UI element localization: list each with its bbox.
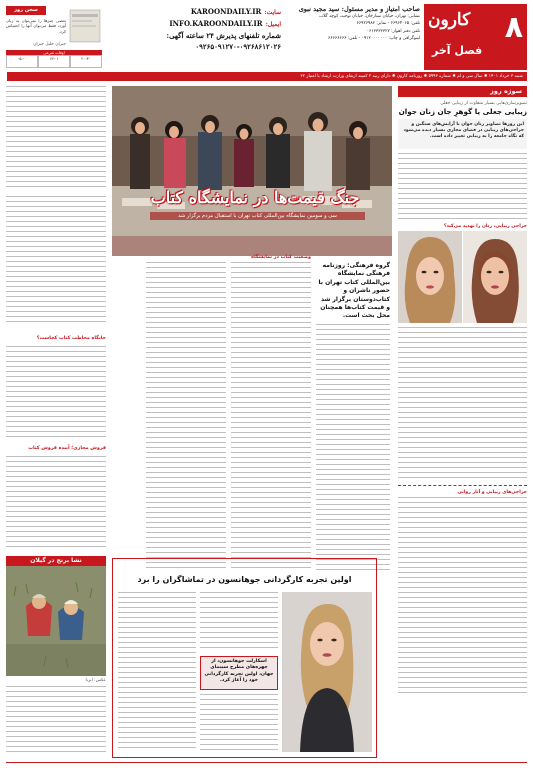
publisher-info-line: لیتوگرافی و چاپ: ۰۹۱۲۰۰۰۰۰۰۰ - تلفن: ۶۶۶۶۶۶۶۶	[327, 35, 420, 41]
main-box-head-1: وضعیت کتاب در نمایشگاه	[251, 255, 311, 260]
book-illustration-icon	[68, 6, 102, 46]
publisher-info-line: نشانی: تهران، خیابان ستارخان، خیابان توحید، کوچه گلاب	[319, 14, 420, 20]
ad-hotline-phones: ۰۹۲۶۵۰۹۱۲۷۰-۰۹۲۶۸۶۱۲۰۲۶	[195, 42, 281, 51]
right-column-section-head: سوژه روز	[398, 86, 527, 97]
main-article-column-3	[146, 262, 226, 570]
email-address[interactable]: INFO.KAROONDAILY.IR	[169, 19, 263, 28]
main-subline: سی و سومین نمایشگاه بین‌المللی کتاب تهران با استقبال مردم برگزار شد	[150, 212, 365, 220]
bottom-story-quote: اسکارلت جوهانسون، از چهره‌های مطرح سینمای جهان، اولین تجربه کارگردانی خود را آغاز کرد.	[200, 656, 278, 690]
main-headline[interactable]: جنگ قیمت‌ها در نمایشگاه کتاب	[150, 188, 360, 207]
dateline-strip: شنبه ۳ خرداد ۱۴۰۱ ✹ سال سی و ام ✹ شماره ۵۹۹۳ ✹ روزنامه کارون ✹ دارای رتبه ۲ کمیته ارتقای وزارت ارشاد با امتیاز ۳۲	[7, 72, 527, 81]
right-story-body-3	[398, 497, 527, 697]
main-article-column-2	[231, 262, 311, 570]
publisher-header: صاحب امتیاز و مدیر مسئول: سید مجید نبوی	[298, 5, 420, 13]
website-label: سایت:	[264, 9, 281, 16]
rice-planting-photo	[6, 566, 106, 676]
left-column-body	[6, 196, 106, 326]
rice-story-body	[6, 686, 106, 756]
right-story-body-2	[398, 327, 527, 482]
prayer-time-cell: ۰۵:۰۰	[6, 55, 38, 68]
rice-story-headline[interactable]: نشا برنج در گیلان	[6, 556, 106, 566]
left-column-body-2	[6, 346, 106, 441]
publisher-info-line: تلفن دفتر اهواز: ۰۶۱۳۳۳۳۳۲۷	[366, 28, 420, 34]
left-column-body-3	[6, 456, 106, 551]
right-story-kicker: تصویرسازی‌هایی بسیار متفاوت از زیبایی جعلی	[440, 101, 527, 106]
main-pullquote: گروه فرهنگی: روزنامه فرهنگی نمایشگاه بین‌المللی کتاب تهران با حضور ناشران و کتاب‌دوستان برگزار شد و قیمت کتاب‌ها همچنان محل بحث است.	[318, 262, 390, 320]
right-story-lead: این روزها تصاویر زنان جوان با آرایش‌های سنگین و جراحی‌های زیبایی در فضای مجازی بسیار دیده می‌شود که نگاه جامعه را به زیبایی تغییر داده است.	[398, 119, 527, 149]
portrait-photo-right	[463, 231, 527, 323]
prayer-time-cell: ۲۰:۳۰	[70, 55, 102, 68]
left-column-top-body	[6, 86, 106, 191]
website-url[interactable]: KAROONDAILY.IR	[190, 7, 262, 16]
prayer-times-box	[6, 50, 102, 68]
rice-photo-caption: عکس: ایرنا	[85, 678, 106, 683]
quote-author: جبران خلیل جبران	[33, 42, 66, 47]
publisher-info-line: تلفن: ۶۶۹۶۴۰۶۵ - نمابر: ۶۶۹۲۶۹۸۳	[356, 21, 420, 27]
footer-rule	[6, 762, 527, 763]
email-label: ایمیل:	[265, 21, 281, 28]
prayer-time-cell: ۱۳:۰۱	[38, 55, 70, 68]
quote-of-day-tag: سخن روز	[6, 6, 46, 15]
prayer-times-table	[6, 55, 102, 68]
contact-block	[131, 6, 281, 68]
masthead-brand-block	[424, 4, 527, 70]
newspaper-logo: کارون	[428, 10, 471, 30]
right-story-subhead: جراحی زیبایی، زنان را تهدید می‌کند؟	[443, 224, 527, 229]
right-column	[398, 86, 527, 776]
book-fair-photo	[112, 86, 392, 256]
main-box-head-3: فروش مجازی؛ آینده فروش کتاب	[28, 446, 106, 451]
main-pullquote-box	[316, 262, 390, 322]
section-title: فصل آخر	[432, 44, 483, 57]
right-story-body	[398, 153, 527, 223]
main-article-column-1	[316, 324, 390, 570]
actress-photo	[282, 592, 372, 752]
bottom-story-headline[interactable]: اولین تجربه کارگردانی جوهانسون در تماشاگران را برد	[137, 575, 352, 584]
divider	[398, 485, 527, 486]
email-line	[131, 18, 281, 30]
bottom-story-column-2	[200, 592, 278, 652]
main-box-head-2: جایگاه مخاطب کتاب کجاست؟	[36, 336, 106, 341]
bottom-story-column-3	[200, 694, 278, 752]
prayer-times-title: اوقات شرعی	[6, 50, 102, 55]
portrait-photo-left	[398, 231, 462, 323]
quote-text: بعضی چیزها را نمی‌توان به زبان آورد، فقط می‌توان آنها را احساس کرد.	[6, 18, 66, 34]
bottom-story-column-1	[118, 592, 196, 752]
page-number: ۸	[504, 10, 523, 45]
right-story-subhead-2: جراحی‌های زیبایی و آثار روانی	[457, 490, 527, 495]
publisher-info	[290, 6, 420, 68]
ad-hotline-label: شماره تلفنهای پذیرش ۲۴ ساعته آگهی:	[166, 31, 281, 40]
website-line	[131, 6, 281, 18]
right-story-headline[interactable]: زیبایی جعلی یا گوهرِ جان زنان جوان	[398, 107, 527, 116]
portrait-pair	[398, 231, 527, 323]
